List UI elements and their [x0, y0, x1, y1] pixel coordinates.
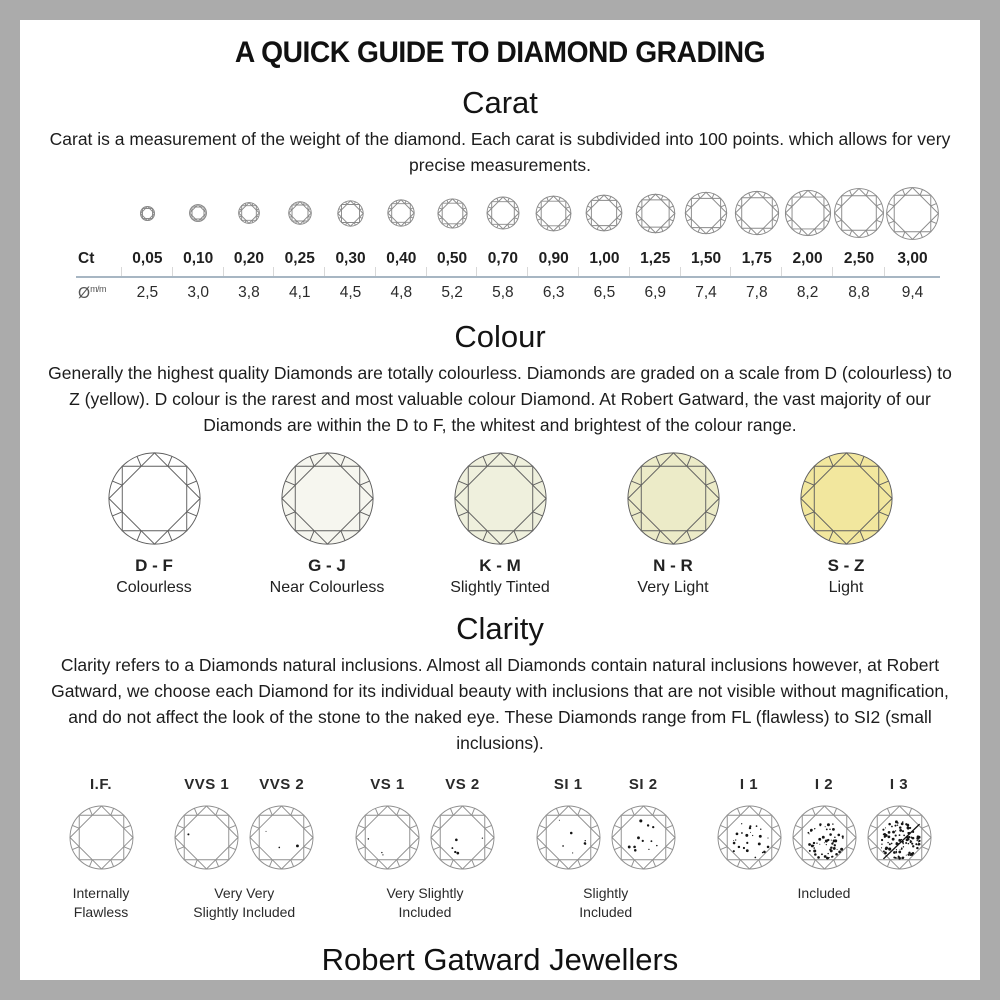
clarity-group [172, 776, 317, 922]
clarity-stones [66, 776, 136, 871]
carat-diamond-cell [122, 182, 173, 244]
carat-diamond-icon [784, 189, 832, 237]
carat-diamond-cell [427, 182, 478, 244]
clarity-diamond-icon [535, 804, 602, 871]
brand-name: Robert Gatward Jewellers [321, 942, 679, 978]
clarity-description: Clarity refers to a Diamonds natural inclusions. Almost all Diamonds contain natural inclusions however, at Robert Gatward, we choose each Diamond for its individual beauty with inclusions that are not visible without magnification, and do not affect the look of the stone to the naked eye. These Diamonds range from FL (flawless) to SI2 (small inclusions). [51, 655, 949, 754]
clarity-group-caption [386, 884, 463, 922]
carat-weight-value: 0,90 [528, 244, 579, 278]
colour-grade-range: N - R [653, 556, 693, 576]
clarity-group-caption [193, 884, 295, 922]
carat-diameter-value: 6,3 [542, 284, 565, 302]
colour-grade-range: D - F [135, 556, 173, 576]
colour-diamond-icon [106, 450, 203, 547]
carat-weight-value: 0,70 [477, 244, 528, 278]
carat-description: Carat is a measurement of the weight of the diamond. Each carat is subdivided into 100 points. which allows for very precise measurements. [49, 129, 951, 176]
carat-weight-value: 0,50 [427, 244, 478, 278]
clarity-caption-line: Very Slightly [386, 885, 464, 902]
clarity-stone [172, 776, 242, 871]
carat-diamond-icon [288, 201, 312, 225]
carat-diamond-cell [325, 182, 376, 244]
carat-weight-row-label: Ct [76, 244, 122, 278]
clarity-stone [608, 776, 678, 871]
clarity-diamond-icon [791, 804, 858, 871]
colour-diamond-icon [279, 450, 376, 547]
carat-diameter-value: 7,8 [746, 284, 768, 302]
clarity-stones [533, 776, 678, 871]
carat-diamond-cell [579, 182, 630, 244]
clarity-stone [247, 776, 317, 871]
colour-grade-label: Near Colourless [269, 579, 385, 597]
clarity-grade-label: VVS 1 [184, 776, 230, 794]
carat-diameter-value: 5,8 [492, 284, 514, 302]
carat-weight-value: 0,25 [274, 244, 325, 278]
colour-grade [587, 450, 759, 597]
poster [20, 20, 980, 980]
clarity-grade-label: I 1 [739, 776, 759, 794]
carat-weight-value: 1,00 [579, 244, 630, 278]
clarity-grade-label: I.F. [89, 776, 112, 794]
carat-weight-value: 0,20 [224, 244, 275, 278]
carat-diamond-cell [173, 182, 224, 244]
carat-diamond-cell [274, 182, 325, 244]
carat-section [20, 86, 980, 305]
clarity-stone [533, 776, 603, 871]
clarity-caption-line: Slightly Included [193, 904, 296, 921]
carat-diamond-cell [731, 182, 782, 244]
carat-weight-value: 2,00 [782, 244, 833, 278]
clarity-caption-line: Very Very [214, 885, 275, 902]
carat-diameter-value: 8,8 [848, 284, 870, 302]
clarity-stone [864, 776, 934, 871]
carat-weight-value: 1,25 [630, 244, 681, 278]
carat-diamond-icon [684, 191, 728, 235]
carat-weight-value: 2,50 [833, 244, 885, 278]
carat-weight-value: 0,10 [173, 244, 224, 278]
clarity-diamond-icon [68, 804, 135, 871]
carat-diamond-icon [734, 190, 780, 236]
carat-diamond-icon [833, 187, 885, 239]
carat-diameter-value: 6,5 [593, 284, 616, 302]
colour-grade [68, 450, 240, 597]
carat-diameter-row-label [76, 278, 122, 305]
clarity-group-caption [798, 884, 851, 903]
colour-section [20, 320, 980, 597]
colour-grade-label: Light [828, 579, 864, 597]
clarity-caption-line: Included [579, 904, 633, 921]
clarity-diamond-icon [610, 804, 677, 871]
carat-diameter-value: 4,5 [339, 284, 362, 302]
carat-diamond-icon [337, 200, 364, 227]
colour-grade-label: Slightly Tinted [450, 579, 550, 597]
carat-size-chart [76, 182, 940, 305]
clarity-group-caption [579, 884, 632, 922]
clarity-stones [714, 776, 934, 871]
clarity-grade-label: VVS 2 [259, 776, 305, 794]
colour-grade-label: Colourless [116, 579, 192, 597]
colour-grade-scale [20, 450, 980, 597]
clarity-caption-line: Included [398, 904, 452, 921]
carat-diameter-value: 3,0 [187, 284, 209, 302]
carat-diamond-cell [681, 182, 732, 244]
clarity-diamond-icon [248, 804, 315, 871]
clarity-grade-scale [20, 776, 980, 922]
carat-diamond-icon [189, 204, 207, 222]
carat-diamond-cell [224, 182, 275, 244]
colour-grade [414, 450, 586, 597]
carat-diamond-icon [437, 198, 468, 229]
clarity-heading: Clarity [456, 611, 544, 647]
carat-diamond-cell [885, 182, 940, 244]
carat-diamond-row-spacer [76, 182, 122, 244]
clarity-stones [353, 776, 498, 871]
carat-heading: Carat [462, 85, 538, 120]
carat-diamond-cell [477, 182, 528, 244]
clarity-stone [353, 776, 423, 871]
carat-diameter-value: 9,4 [901, 284, 924, 302]
carat-weight-value: 0,40 [376, 244, 427, 278]
clarity-stone [428, 776, 498, 871]
carat-diamond-icon [635, 193, 676, 234]
clarity-grade-label: I 3 [889, 776, 909, 794]
carat-weight-value: 1,50 [681, 244, 732, 278]
carat-diamond-cell [376, 182, 427, 244]
carat-diameter-value: 7,4 [695, 284, 717, 302]
clarity-grade-label: SI 1 [553, 776, 583, 794]
clarity-diamond-icon [429, 804, 496, 871]
carat-weight-value: 1,75 [731, 244, 782, 278]
carat-weight-value: 3,00 [885, 244, 940, 278]
colour-description: Generally the highest quality Diamonds are totally colourless. Diamonds are graded on a scale from D (colourless) to Z (yellow). D colour is the rarest and most valuable colour Diamond. At Robert Gatward, the vast majority of our Diamonds are within the D to F, the whitest and brightest of the colour range. [48, 363, 952, 436]
carat-diamond-icon [387, 199, 415, 227]
clarity-group [66, 776, 136, 922]
clarity-stone [789, 776, 859, 871]
clarity-diamond-icon [354, 804, 421, 871]
carat-diamond-cell [782, 182, 833, 244]
carat-diamond-icon [585, 194, 623, 232]
colour-heading: Colour [454, 319, 546, 355]
carat-diamond-icon [486, 196, 520, 230]
clarity-caption-line: Slightly [583, 885, 629, 902]
carat-weight-value: 0,30 [325, 244, 376, 278]
carat-weight-value: 0,05 [122, 244, 173, 278]
clarity-caption-line: Internally [72, 885, 130, 902]
carat-diamond-cell [528, 182, 579, 244]
colour-diamond-icon [452, 450, 549, 547]
carat-diameter-value: 4,1 [288, 284, 311, 302]
carat-diameter-value: 8,2 [796, 284, 819, 302]
colour-grade-range: G - J [308, 556, 346, 576]
colour-grade-label: Very Light [637, 579, 709, 597]
carat-diameter-value: 3,8 [238, 284, 260, 302]
carat-diamond-cell [833, 182, 885, 244]
carat-diameter-value: 5,2 [441, 284, 463, 302]
carat-diamond-cell [630, 182, 681, 244]
clarity-stone [66, 776, 136, 871]
diameter-unit: m/m [90, 284, 107, 295]
page-title: A QUICK GUIDE TO DIAMOND GRADING [234, 36, 766, 69]
clarity-caption-line: Included [797, 885, 851, 902]
clarity-section [20, 612, 980, 922]
carat-diamond-icon [885, 186, 940, 241]
colour-grade [241, 450, 413, 597]
carat-diamond-icon [535, 195, 572, 232]
clarity-group [353, 776, 498, 922]
clarity-diamond-icon [866, 804, 933, 871]
carat-diamond-icon [238, 202, 260, 224]
clarity-group [533, 776, 678, 922]
carat-diameter-value: 6,9 [644, 284, 667, 302]
clarity-stone [714, 776, 784, 871]
clarity-stones [172, 776, 317, 871]
clarity-grade-label: SI 2 [628, 776, 658, 794]
clarity-grade-label: VS 2 [445, 776, 480, 794]
colour-diamond-icon [798, 450, 895, 547]
colour-diamond-icon [625, 450, 722, 547]
colour-grade [760, 450, 932, 597]
clarity-caption-line: Flawless [73, 904, 129, 921]
diameter-symbol: Ø [78, 285, 91, 303]
clarity-grade-label: I 2 [814, 776, 834, 794]
clarity-diamond-icon [173, 804, 240, 871]
clarity-diamond-icon [716, 804, 783, 871]
carat-diameter-value: 4,8 [390, 284, 413, 302]
carat-diamond-icon [140, 206, 155, 221]
clarity-grade-label: VS 1 [370, 776, 405, 794]
clarity-group [714, 776, 934, 903]
colour-grade-range: S - Z [827, 556, 865, 576]
carat-diameter-value: 2,5 [136, 284, 159, 302]
colour-grade-range: K - M [479, 556, 521, 576]
clarity-group-caption [73, 884, 130, 922]
